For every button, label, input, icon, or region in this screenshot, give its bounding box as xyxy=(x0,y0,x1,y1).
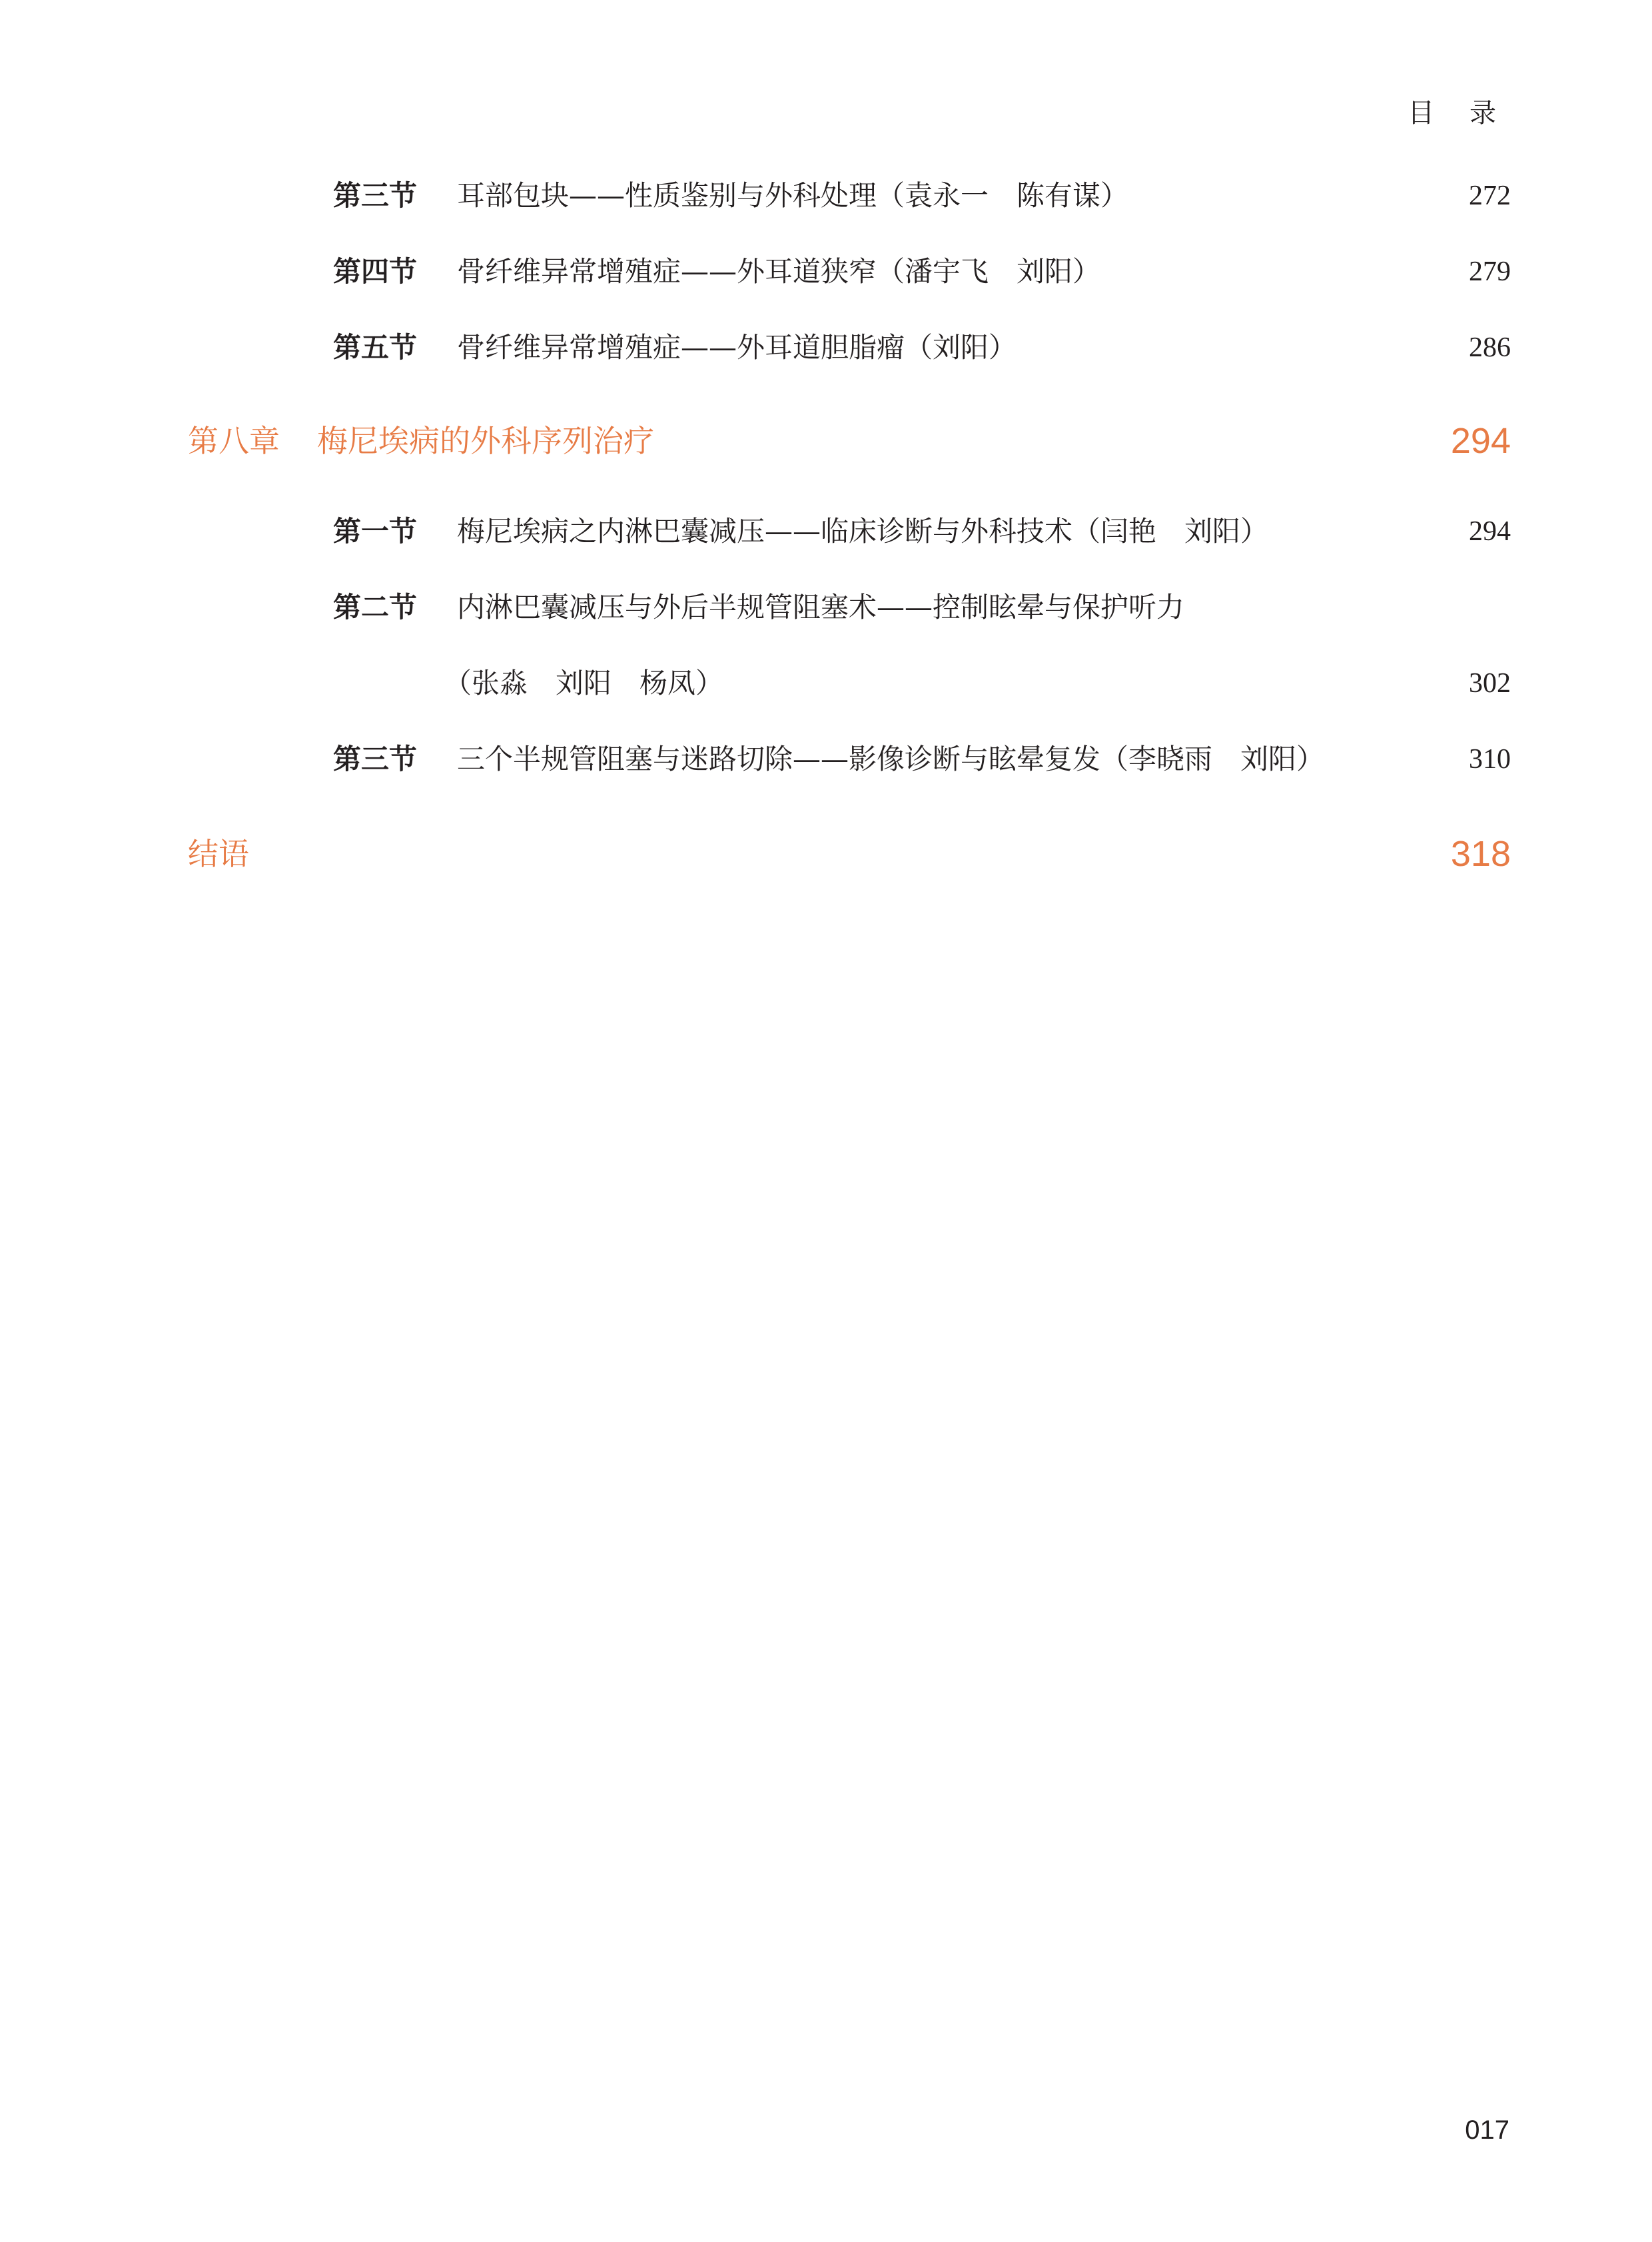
section-title: 内淋巴囊减压与外后半规管阻塞术——控制眩晕与保护听力 xyxy=(457,591,1185,623)
epilogue-label: 结语 xyxy=(188,836,249,872)
section-page-number: 302 xyxy=(1469,668,1511,699)
section-label: 第三节 xyxy=(333,743,418,775)
toc-entry-section-8-2[interactable] xyxy=(0,581,1652,634)
toc-entry-section-8-2-continued[interactable] xyxy=(0,657,1652,710)
toc-entry-chapter-8[interactable] xyxy=(0,414,1652,468)
epilogue-page-number: 318 xyxy=(1450,834,1511,874)
toc-entry-section-7-4[interactable] xyxy=(0,245,1652,298)
toc-entry-section-7-3[interactable] xyxy=(0,169,1652,222)
section-page-number: 294 xyxy=(1469,516,1511,547)
section-page-number: 272 xyxy=(1469,181,1511,211)
running-head: 目 录 xyxy=(1408,98,1509,129)
chapter-page-number: 294 xyxy=(1450,421,1511,461)
section-title: 三个半规管阻塞与迷路切除——影像诊断与眩晕复发（李晓雨 刘阳） xyxy=(457,743,1325,775)
section-label: 第二节 xyxy=(333,591,418,623)
section-title-continued: （张淼 刘阳 杨凤） xyxy=(444,667,724,699)
toc-entry-section-7-5[interactable] xyxy=(0,321,1652,374)
page-number: 017 xyxy=(1465,2115,1509,2145)
section-page-number: 279 xyxy=(1469,256,1511,287)
section-label: 第四节 xyxy=(333,255,418,288)
toc-entry-section-8-1[interactable] xyxy=(0,505,1652,558)
section-title: 梅尼埃病之内淋巴囊减压——临床诊断与外科技术（闫艳 刘阳） xyxy=(457,515,1269,548)
toc-entry-section-8-3[interactable] xyxy=(0,733,1652,786)
section-label: 第一节 xyxy=(333,515,418,548)
section-label: 第三节 xyxy=(333,179,418,212)
section-title: 骨纤维异常增殖症——外耳道狭窄（潘宇飞 刘阳） xyxy=(457,255,1101,288)
section-label: 第五节 xyxy=(333,331,418,364)
chapter-label: 第八章 xyxy=(188,423,280,459)
toc-entry-epilogue[interactable] xyxy=(0,827,1652,881)
section-page-number: 286 xyxy=(1469,332,1511,363)
section-page-number: 310 xyxy=(1469,744,1511,775)
section-title: 骨纤维异常增殖症——外耳道胆脂瘤（刘阳） xyxy=(457,331,1017,364)
section-title: 耳部包块——性质鉴别与外科处理（袁永一 陈有谋） xyxy=(457,179,1129,212)
chapter-title: 梅尼埃病的外科序列治疗 xyxy=(317,423,654,459)
